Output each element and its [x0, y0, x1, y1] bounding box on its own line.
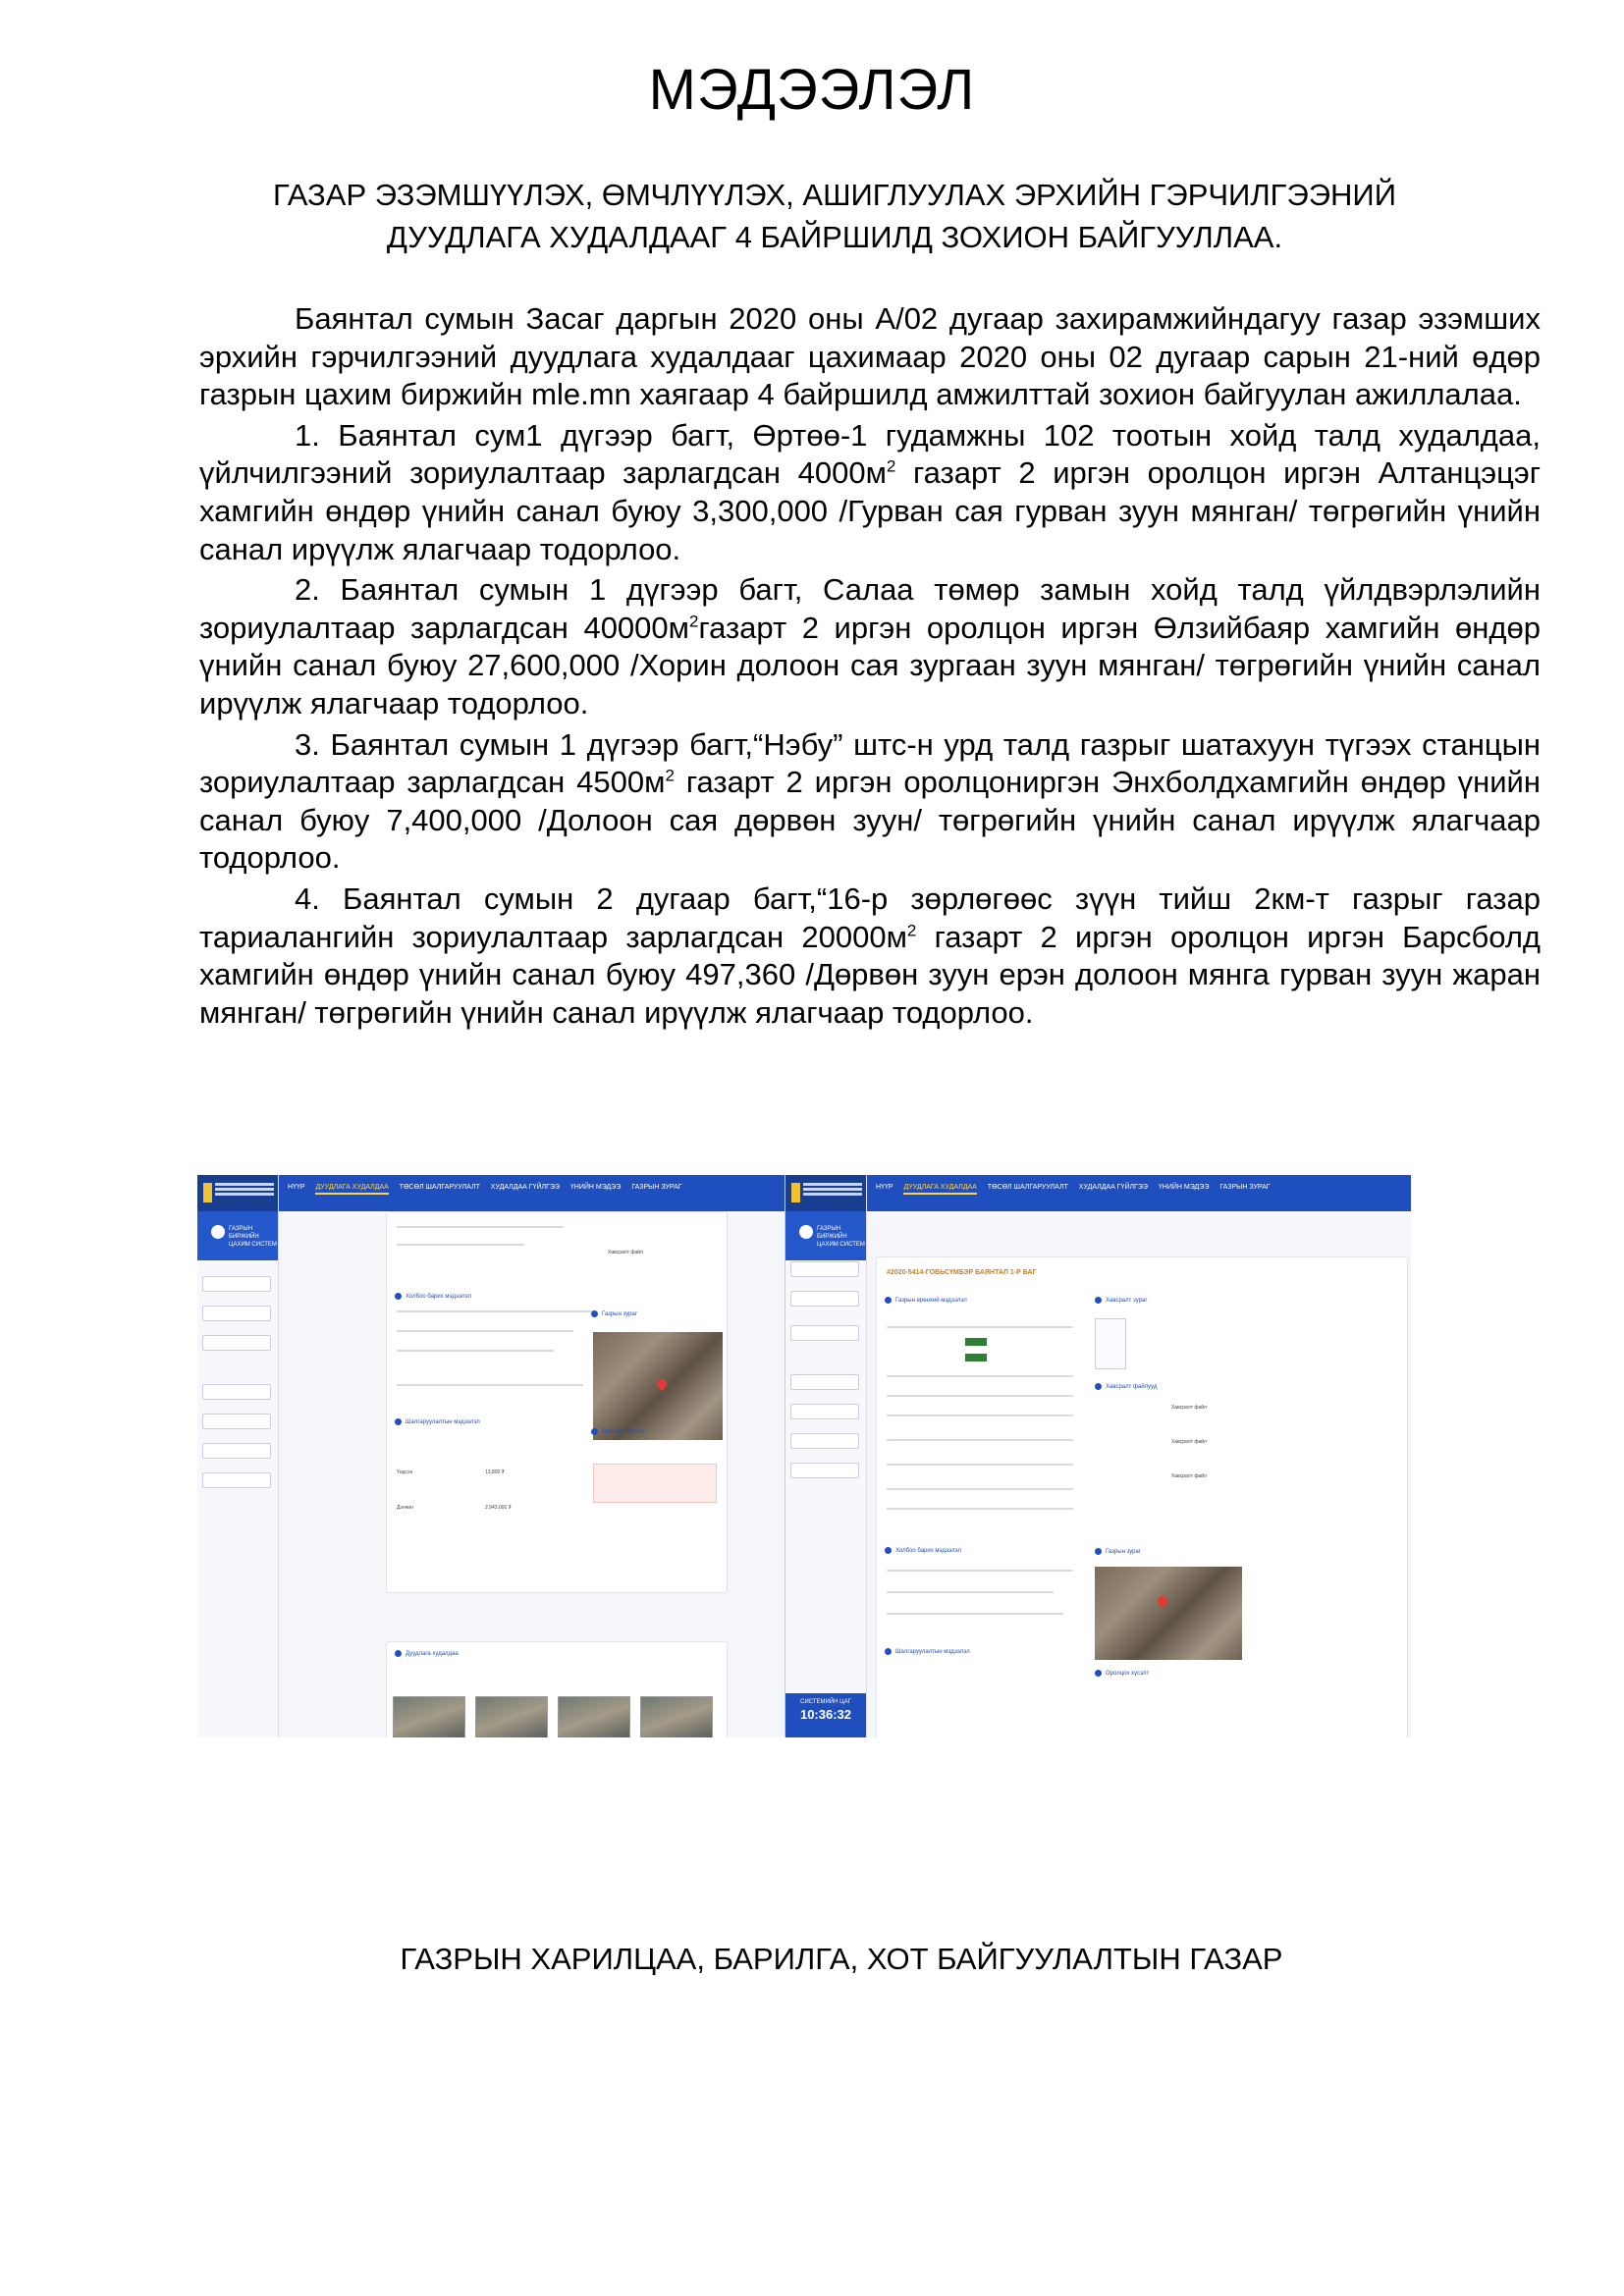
item-text: 4. Баянтал сумын 2 дугаар багт,“16-р зөрлөгөөс зүүн тийш 2км-т газрыг газар тариалангийн зориулалтаар зарлагдсан 20000м	[199, 881, 1541, 954]
sidebar	[785, 1175, 867, 1737]
price-badge	[965, 1338, 987, 1346]
item-text: газарт 2 иргэн оролцон иргэн Барсболд хамгийн өндөр үнийн санал буюу 497,360 /Дөрвөн зуун ерэн долоон мянга гурван зуун жаран мянган/ төгрөгийн үнийн санал ирүүлж ялагчаар тодорлоо.	[199, 919, 1541, 1030]
nav-item[interactable]: ГАЗРЫН ЗУРАГ	[631, 1184, 682, 1191]
filter-field[interactable]	[202, 1303, 271, 1321]
filter-field[interactable]	[790, 1401, 859, 1419]
card-header-price: Шалгаруулалтын мэдээлэл	[885, 1648, 970, 1655]
filter-field[interactable]	[202, 1332, 271, 1351]
sidebar	[197, 1175, 279, 1737]
top-nav	[288, 1184, 691, 1191]
list-item	[199, 881, 1541, 1032]
page-subtitle	[226, 174, 1443, 258]
screenshot-left	[197, 1175, 785, 1737]
card-header-contact: Холбоо барих мэдээлэл	[885, 1547, 961, 1554]
superscript: 2	[886, 457, 896, 477]
list-item	[199, 571, 1541, 722]
nav-item[interactable]: НҮҮР	[288, 1184, 305, 1191]
nav-item-active[interactable]: ДУУДЛАГА ХУДАЛДАА	[903, 1184, 976, 1195]
price-value: 2,943,000 ₮	[485, 1505, 512, 1511]
filter-field[interactable]	[202, 1469, 271, 1488]
auction-thumb[interactable]	[475, 1696, 548, 1737]
lot-page-card	[876, 1256, 1408, 1737]
nav-item[interactable]: ТӨСӨЛ ШАЛГАРУУЛАЛТ	[399, 1184, 480, 1191]
price-badge	[965, 1354, 987, 1362]
filter-field[interactable]	[790, 1322, 859, 1341]
system-box	[197, 1211, 278, 1260]
auction-thumb[interactable]	[393, 1696, 465, 1737]
item-text: газарт 2 иргэн оролцон иргэн Өлзийбаяр хамгийн өндөр үнийн санал буюу 27,600,000 /Хорин долоон сая зургаан зуун мянган/ төгрөгийн үнийн санал ирүүлж ялагчаар тодорлоо.	[199, 610, 1541, 721]
top-nav	[876, 1184, 1279, 1191]
superscript: 2	[688, 612, 699, 631]
item-text: 2. Баянтал сумын 1 дүгээр багт, Салаа төмөр замын хойд талд үйлдвэрлэлийн зориулалтаар зарлагдсан 40000м	[199, 572, 1541, 645]
file-label: Хавсралт файл	[1171, 1439, 1207, 1445]
nav-item[interactable]: НҮҮР	[876, 1184, 893, 1191]
nav-item[interactable]: ҮНИЙН МЭДЭЭ	[569, 1184, 622, 1191]
page-title: МЭДЭЭЛЭЛ	[648, 58, 976, 122]
filter-field[interactable]	[202, 1273, 271, 1292]
file-label: Хавсралт файл	[608, 1250, 643, 1255]
logo	[197, 1175, 278, 1211]
filter-field[interactable]	[790, 1430, 859, 1449]
clock-label: СИСТЕМИЙН ЦАГ	[800, 1699, 851, 1705]
nav-item[interactable]: ҮНИЙН МЭДЭЭ	[1158, 1184, 1210, 1191]
filter-field[interactable]	[202, 1381, 271, 1400]
auction-thumb[interactable]	[558, 1696, 630, 1737]
filter-field[interactable]	[790, 1258, 859, 1277]
nav-item[interactable]: ХУДАЛДАА ГҮЙЛГЭЭ	[490, 1184, 560, 1191]
price-label: Дэнчин	[397, 1505, 413, 1511]
nav-item[interactable]: ХУДАЛДАА ГҮЙЛГЭЭ	[1078, 1184, 1148, 1191]
item-text: 1. Баянтал сум1 дүгээр багт, Өртөө-1 гудамжны 102 тоотын хойд талд худалдаа, үйлчилгээний зориулалтаар зарлагдсан 4000м	[199, 417, 1541, 491]
system-box	[785, 1211, 866, 1260]
card-header-bids: Оролцох хүсэлт	[591, 1428, 645, 1435]
intro-paragraph: Баянтал сумын Засаг даргын 2020 оны А/02 дугаар захирамжийндагуу газар эзэмших эрхийн гэрчилгээний дуудлага худалдааг цахимаар 2020 оны 02 дугаар сарын 21-ний өдөр газрын цахим биржийн mle.mn хаягаар 4 байршилд амжилттай зохион байгуулан ажиллалаа.	[199, 301, 1541, 412]
warning-box	[593, 1464, 717, 1503]
item-text: 3. Баянтал сумын 1 дүгээр багт,“Нэбу” штс-н урд талд газрыг шатахуун түгээх станцын зориулалтаар зарлагдсан 4500м	[199, 726, 1541, 800]
top-nav-bar	[197, 1175, 785, 1211]
card-header-files: Хавсралт файлууд	[1095, 1383, 1157, 1390]
top-nav-bar	[785, 1175, 1411, 1211]
item-text: газарт 2 иргэн оролцон иргэн Алтанцэцэг хамгийн өндөр үнийн санал буюу 3,300,000 /Гурван сая гурван зуун мянган/ төгрөгийн үнийн санал ирүүлж ялагчаар тодорлоо.	[199, 455, 1542, 566]
document-body	[199, 300, 1541, 1035]
embedded-screenshots	[197, 1175, 1411, 1737]
superscript: 2	[906, 921, 917, 940]
auction-list-card	[386, 1641, 728, 1737]
filter-field[interactable]	[790, 1288, 859, 1307]
subtitle-line-1: ГАЗАР ЭЗЭМШҮҮЛЭХ, ӨМЧЛҮҮЛЭХ, АШИГЛУУЛАХ ЭРХИЙН ГЭРЧИЛГЭЭНИЙ	[273, 178, 1396, 212]
card-header-land: Газрын ерөнхий мэдээлэл	[885, 1297, 967, 1304]
subtitle-line-2: ДУУДЛАГА ХУДАЛДААГ 4 БАЙРШИЛД ЗОХИОН БАЙГУУЛЛАА.	[386, 220, 1283, 254]
screenshot-right	[785, 1175, 1411, 1737]
lot-detail-card	[386, 1211, 728, 1593]
superscript: 2	[665, 766, 675, 785]
system-clock	[785, 1693, 866, 1737]
filter-field[interactable]	[202, 1411, 271, 1429]
card-header-map: Газрын зураг	[591, 1310, 637, 1317]
item-text: газарт 2 иргэн оролцониргэн Энхболдхамгийн өндөр үнийн санал буюу 7,400,000 /Долоон сая дөрвөн зуун/ төгрөгийн үнийн санал ирүүлж ялагчаар тодорлоо.	[199, 765, 1541, 876]
logo	[785, 1175, 866, 1211]
filter-field[interactable]	[790, 1371, 859, 1390]
card-header-bids: Оролцох хүсэлт	[1095, 1670, 1149, 1677]
photo-thumb[interactable]	[1095, 1318, 1126, 1369]
list-item	[199, 726, 1541, 878]
nav-item[interactable]: ТӨСӨЛ ШАЛГАРУУЛАЛТ	[987, 1184, 1068, 1191]
filter-field[interactable]	[790, 1460, 859, 1478]
file-label: Хавсралт файл	[1171, 1473, 1207, 1479]
card-header-photo: Хавсралт зураг	[1095, 1297, 1148, 1304]
price-value: 13,800 ₮	[485, 1469, 505, 1475]
card-header-contact: Холбоо барих мэдээлэл	[395, 1293, 471, 1300]
filter-field[interactable]	[202, 1440, 271, 1459]
nav-item[interactable]: ГАЗРЫН ЗУРАГ	[1219, 1184, 1271, 1191]
system-name: ГАЗРЫН БИРЖИЙН ЦАХИМ СИСТЕМ	[817, 1226, 865, 1248]
card-header-price: Шалгаруулалтын мэдээлэл	[395, 1418, 480, 1425]
auction-thumb[interactable]	[640, 1696, 713, 1737]
system-icon	[211, 1225, 225, 1239]
footer-organization: ГАЗРЫН ХАРИЛЦАА, БАРИЛГА, ХОТ БАЙГУУЛАЛТЫН ГАЗАР	[400, 1942, 1283, 1976]
system-name: ГАЗРЫН БИРЖИЙН ЦАХИМ СИСТЕМ	[229, 1226, 277, 1248]
price-label: Үндсэн	[397, 1469, 413, 1475]
card-header-auctions: Дуудлага худалдаа	[395, 1650, 459, 1657]
list-item	[199, 417, 1541, 568]
clock-value: 10:36:32	[799, 1707, 852, 1722]
lot-title: #2020-5414-ГОВЬСҮМБЭР БАЯНТАЛ 1-Р БАГ	[887, 1269, 1037, 1276]
file-label: Хавсралт файл	[1171, 1405, 1207, 1411]
system-icon	[799, 1225, 813, 1239]
nav-item-active[interactable]: ДУУДЛАГА ХУДАЛДАА	[315, 1184, 388, 1195]
card-header-map: Газрын зураг	[1095, 1548, 1141, 1555]
satellite-map	[1095, 1567, 1242, 1660]
